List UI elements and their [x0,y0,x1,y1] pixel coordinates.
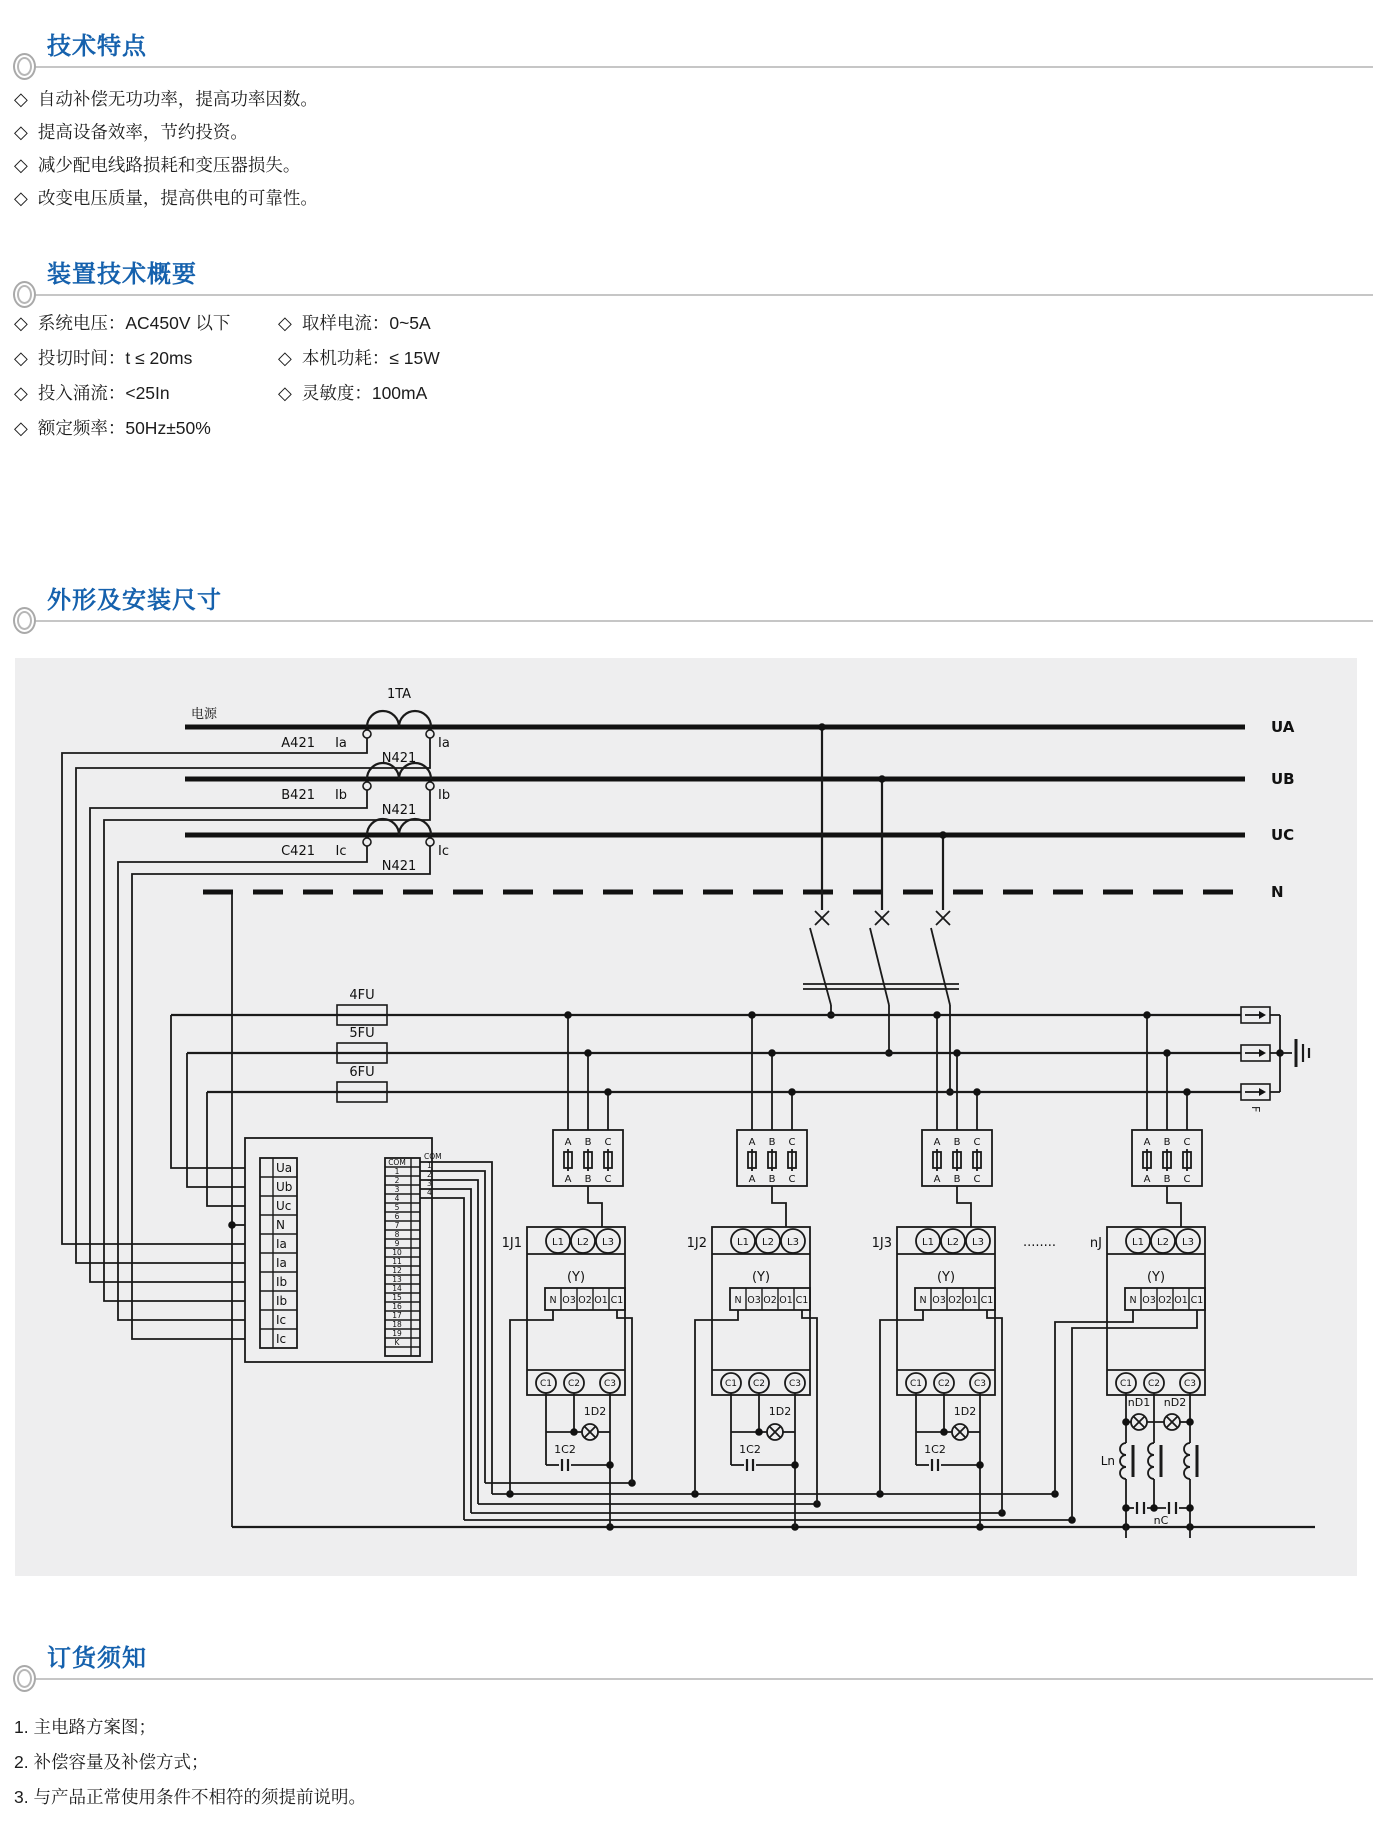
fuse-phase: B [953,1174,961,1185]
spec-item: ◇ 额定频率：50Hz±50% [14,415,211,440]
terminal-label: 7 [394,1221,400,1230]
divider [28,620,1373,622]
section-title-overview: 装置技术概要 [47,261,197,288]
fuse-phase: A [1143,1137,1151,1148]
feature-item: ◇ 提高设备效率，节约投资。 [14,119,248,144]
arrester-f-label: F [1249,1106,1262,1113]
unit-name: 1J3 [871,1236,892,1251]
fuse-phase: C [788,1137,796,1148]
ordering-item: 2. 补偿容量及补偿方式； [14,1752,209,1772]
wiring-diagram [15,658,1357,1576]
contactor-l1: L1 [922,1237,934,1248]
spec-item: ◇ 投切时间：t ≤ 20ms [14,345,192,370]
out-c3: C3 [973,1379,987,1389]
ct-c-i2: Ic [438,844,449,859]
fuse-phase: A [564,1174,572,1185]
ordering-item: 1. 主电路方案图； [14,1717,156,1737]
capacitor-icon [747,1459,753,1471]
ct-a-i2: Ia [438,736,450,751]
lamp-icon [582,1424,598,1440]
terminal-label: Ib [276,1275,288,1289]
terminal-label: 13 [392,1275,402,1284]
out-c3: C3 [1183,1379,1197,1389]
coil-term: O1 [964,1295,978,1306]
fuse-phase: A [564,1137,572,1148]
unit-name: nJ [1089,1236,1102,1251]
lamp-label: nD1 [1127,1396,1151,1409]
contactor-y: (Y) [1146,1270,1166,1285]
fuse-phase: C [973,1174,981,1185]
terminal-label: 9 [394,1239,400,1248]
terminal-label: 8 [394,1230,400,1239]
section-title-features: 技术特点 [47,33,147,60]
fuse-phase: B [768,1174,776,1185]
fuse-phase: A [748,1137,756,1148]
coil-term: N [734,1295,742,1306]
terminal-label: 16 [392,1302,402,1311]
divider [28,66,1373,68]
contactor-l3: L3 [1182,1237,1194,1248]
ct-a-code: A421 [281,736,315,751]
coil-term: N [1129,1295,1137,1306]
fuse-phase: B [953,1137,961,1148]
ct-label: 1TA [386,687,412,702]
cap-label: nC [1153,1514,1169,1527]
ct-b-code: B421 [281,788,315,803]
ring-icon [13,1665,36,1692]
earth-icon [1296,1039,1309,1067]
ordering-item: 3. 与产品正常使用条件不相符的须提前说明。 [14,1787,366,1807]
fuse-phase: C [604,1174,612,1185]
capacitor-branch-n [1023,1011,1205,1538]
feature-item: ◇ 自动补偿无功功率，提高功率因数。 [14,86,318,111]
capacitor-icon [562,1459,568,1471]
fuse-4fu-label: 4FU [349,988,375,1003]
terminal-label: 11 [392,1257,402,1266]
ring-icon [13,607,36,634]
divider [28,294,1373,296]
terminal-label: 1 [394,1167,400,1176]
ring-icon [13,53,36,80]
terminal-label: Ia [276,1237,287,1251]
coil-term: C1 [795,1295,809,1306]
terminal-label: Uc [276,1199,292,1213]
spec-item: ◇ 取样电流：0~5A [278,310,431,335]
controller [245,1138,492,1520]
contactor-l3: L3 [787,1237,799,1248]
terminal-label: 5 [394,1203,400,1212]
fuse-phase: A [933,1137,941,1148]
unit-name: 1J1 [501,1236,522,1251]
out-c2: C2 [567,1379,581,1389]
capacitor-branch-3 [872,1011,1002,1527]
coil-term: O2 [1158,1295,1172,1306]
control-out-label: 4 [427,1188,432,1197]
arresters [1241,1007,1309,1112]
coil-term: O1 [1174,1295,1188,1306]
terminal-label: 3 [394,1185,400,1194]
controller-left-terminals [260,1158,297,1348]
ring-icon [13,281,36,308]
coil-term: O3 [1142,1295,1156,1306]
out-c1: C1 [539,1379,553,1389]
coil-term: O3 [562,1295,576,1306]
contactor-l2: L2 [577,1237,589,1248]
out-c1: C1 [1119,1379,1133,1389]
coil-term: O2 [763,1295,777,1306]
coil-term: C1 [980,1295,994,1306]
capacitor-branch-2 [687,1011,817,1527]
terminal-label: COM [388,1158,406,1167]
coil-term: C1 [1190,1295,1204,1306]
fuse-phase: A [1143,1174,1151,1185]
contactor-l2: L2 [947,1237,959,1248]
contactor-y: (Y) [751,1270,771,1285]
section-title-dimensions: 外形及安装尺寸 [47,587,222,614]
terminal-label: Ia [276,1256,287,1270]
fuse-icon [564,1149,612,1171]
fuse-icon [748,1149,796,1171]
fuse-icon [933,1149,981,1171]
cap-label: 1C2 [554,1443,576,1456]
coil-term: O2 [578,1295,592,1306]
circuit-diagram-panel [15,658,1357,1576]
out-c2: C2 [937,1379,951,1389]
lamp-icon [767,1424,783,1440]
sensing-wiring [62,738,430,1527]
control-fuses [171,988,1241,1102]
terminal-label: Ic [276,1313,287,1327]
terminal-label: 18 [392,1320,402,1329]
fuse-phase: B [1163,1174,1171,1185]
spec-item: ◇ 系统电压：AC450V 以下 [14,310,230,335]
breaker-contact-icon [815,911,950,925]
terminal-label: Ib [276,1294,288,1308]
terminal-label: 14 [392,1284,402,1293]
phase-n-label: N [1271,883,1284,901]
terminal-label: 15 [392,1293,402,1302]
lamp-label: 1D2 [953,1405,977,1418]
coil-term: N [549,1295,557,1306]
coil-term: O1 [779,1295,793,1306]
contactor-l1: L1 [552,1237,564,1248]
contactor-y: (Y) [936,1270,956,1285]
out-c3: C3 [788,1379,802,1389]
fuse-phase: A [748,1174,756,1185]
contactor-l2: L2 [1157,1237,1169,1248]
control-out-label: COM [424,1152,442,1161]
out-c2: C2 [752,1379,766,1389]
contactor-l3: L3 [972,1237,984,1248]
lamp-label: 1D2 [768,1405,792,1418]
capacitor-icon [932,1459,938,1471]
control-out-label: 3 [427,1179,432,1188]
lamp-icon [1164,1414,1180,1430]
capacitor-icon [1137,1502,1144,1514]
terminal-label: Ic [276,1332,287,1346]
fuse-phase: B [584,1174,592,1185]
spec-item: ◇ 投入涌流：<25In [14,380,170,405]
ct-c-n: N421 [381,859,417,874]
section-title-ordering: 订货须知 [47,1645,147,1672]
spec-item: ◇ 本机功耗：≤ 15W [278,345,440,370]
terminal-label: K [394,1338,400,1347]
lamp-icon [952,1424,968,1440]
contactor-l3: L3 [602,1237,614,1248]
control-output-wires [420,1152,492,1520]
fuse-6fu-label: 6FU [349,1065,375,1080]
fuse-phase: B [768,1137,776,1148]
fuse-5fu-label: 5FU [349,1026,375,1041]
control-out-label: 1 [427,1161,432,1170]
out-c2: C2 [1147,1379,1161,1389]
coil-term: O3 [747,1295,761,1306]
fuse-icon [1143,1149,1191,1171]
unit-name: 1J2 [686,1236,707,1251]
coil-term: O3 [932,1295,946,1306]
controller-right-terminals [385,1158,420,1356]
ct-b-i: Ib [334,788,348,803]
ct-c-i: Ic [335,844,347,859]
fuse-phase: C [788,1174,796,1185]
coil-term: N [919,1295,927,1306]
phase-ub-label: UB [1271,770,1295,788]
contactor-l1: L1 [1132,1237,1144,1248]
ct-a-i: Ia [335,736,347,751]
lamp-icon [1131,1414,1147,1430]
spec-item: ◇ 灵敏度：100mA [278,380,427,405]
feature-item: ◇ 减少配电线路损耗和变压器损失。 [14,152,300,177]
ct-a-n: N421 [381,751,417,766]
phase-uc-label: UC [1271,826,1295,844]
terminal-label: 6 [394,1212,400,1221]
ellipsis: ........ [1023,1235,1057,1250]
fuse-phase: C [604,1137,612,1148]
fuse-phase: A [933,1174,941,1185]
coil-term: O1 [594,1295,608,1306]
terminal-label: Ua [276,1161,293,1175]
contactor-l2: L2 [762,1237,774,1248]
inductor-label: Ln [1100,1454,1115,1468]
capacitor-branch-1 [502,1011,632,1527]
control-out-label: 2 [427,1170,432,1179]
ct-c-code: C421 [281,844,315,859]
terminal-label: 4 [394,1194,400,1203]
ct-b-i2: Ib [438,788,451,803]
lamp-label: 1D2 [583,1405,607,1418]
fuse-phase: B [584,1137,592,1148]
coil-term: O2 [948,1295,962,1306]
phase-lines [185,706,1295,901]
terminal-label: 12 [392,1266,402,1275]
terminal-label: 17 [392,1311,402,1320]
terminal-label: 2 [394,1176,400,1185]
terminal-label: 10 [392,1248,402,1257]
out-c1: C1 [909,1379,923,1389]
fuse-phase: C [1183,1174,1191,1185]
fuse-phase: C [1183,1137,1191,1148]
capacitor-icon [1169,1502,1176,1514]
cap-label: 1C2 [739,1443,761,1456]
out-c1: C1 [724,1379,738,1389]
inductor-icon [1120,1443,1197,1479]
power-label: 电源 [191,707,218,722]
phase-ua-label: UA [1271,718,1295,736]
terminal-label: Ub [276,1180,293,1194]
fuse-phase: C [973,1137,981,1148]
out-c3: C3 [603,1379,617,1389]
contactor-y: (Y) [566,1270,586,1285]
ct-b-n: N421 [381,803,417,818]
lamp-label: nD2 [1163,1396,1187,1409]
fuse-phase: B [1163,1137,1171,1148]
contactor-l1: L1 [737,1237,749,1248]
coil-term: C1 [610,1295,624,1306]
divider [28,1678,1373,1680]
cap-label: 1C2 [924,1443,946,1456]
terminal-label: N [276,1218,285,1232]
terminal-label: 19 [392,1329,402,1338]
feature-item: ◇ 改变电压质量，提高供电的可靠性。 [14,185,318,210]
